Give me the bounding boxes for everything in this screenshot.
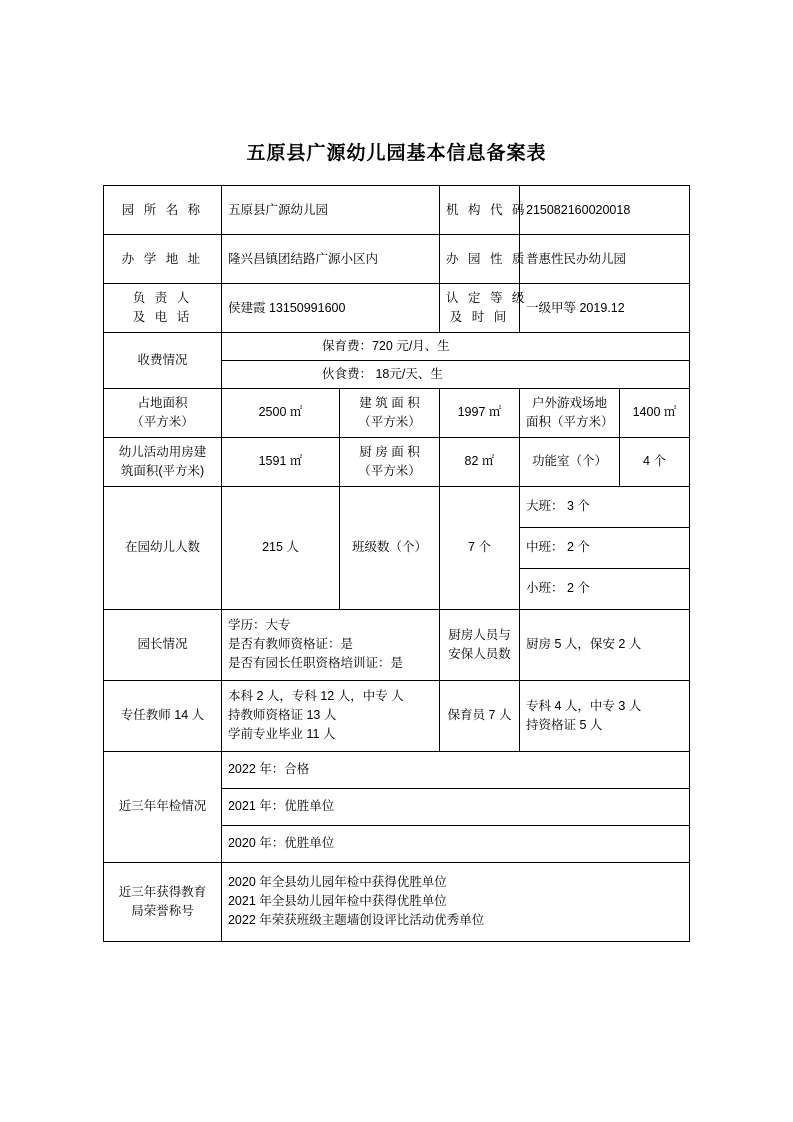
nurse-degrees: 专科 4 人，中专 3 人: [526, 698, 642, 713]
fee-label: 收费情况: [103, 333, 221, 389]
outdoor-label-line2: 面积（平方米）: [526, 414, 614, 429]
nature-value: 普惠性民办幼儿园: [520, 235, 690, 284]
principal-label: [103, 284, 221, 333]
table-row: [103, 862, 689, 941]
land-label: [103, 388, 221, 437]
address-label: 办 学 地 址: [103, 235, 221, 284]
level-label-line1: 认 定 等 级: [446, 291, 528, 306]
inspection-2022: 2022 年：合格: [221, 751, 689, 788]
fee-meal-value: 伙食费： 18元/天、生: [221, 360, 689, 388]
kitchen-label-line2: （平方米）: [358, 463, 421, 478]
honor-info: [221, 862, 689, 941]
code-value: 215082160020018: [520, 186, 690, 235]
children-count-value: 215 人: [221, 486, 339, 609]
table-row: [103, 333, 689, 361]
outdoor-label-line1: 户外游戏场地: [531, 395, 607, 410]
land-label-line1: 占地面积: [137, 395, 188, 410]
outdoor-label: [520, 388, 620, 437]
honor-2020: 2020 年全县幼儿园年检中获得优胜单位: [227, 875, 447, 890]
class-small-value: 小班： 2 个: [520, 568, 690, 609]
inspection-2020: 2020 年：优胜单位: [221, 825, 689, 862]
page-title: 五原县广源幼儿园基本信息备案表: [246, 143, 547, 164]
table-row: [103, 751, 689, 788]
teacher-certificates: 持教师资格证 13 人: [227, 708, 337, 723]
principal-label-line1: 负 责 人: [132, 291, 193, 306]
name-label: 园 所 名 称: [103, 186, 221, 235]
director-teacher-cert: 是否有教师资格证：是: [227, 637, 353, 652]
build-label-line2: （平方米）: [358, 414, 421, 429]
teacher-preschool-major: 学前专业毕业 11 人: [227, 726, 336, 741]
build-label-line1: 建 筑 面 积: [359, 395, 420, 410]
teacher-degrees: 本科 2 人，专科 12 人，中专 人: [227, 689, 404, 704]
address-value: 隆兴昌镇团结路广源小区内: [221, 235, 439, 284]
teacher-info: [221, 680, 439, 751]
function-room-label: 功能室（个）: [520, 437, 620, 486]
kitchen-security-label-line2: 安保人员数: [448, 646, 511, 661]
honor-label-line2: 局荣誉称号: [131, 903, 194, 918]
director-info: [221, 609, 439, 680]
table-row: [103, 486, 689, 527]
table-row: [103, 284, 689, 333]
kitchen-security-value: 厨房 5 人，保安 2 人: [520, 609, 690, 680]
principal-value: 侯建霞 13150991600: [221, 284, 439, 333]
teacher-label: 专任教师 14 人: [103, 680, 221, 751]
class-count-value: 7 个: [440, 486, 520, 609]
table-row: [103, 437, 689, 486]
kitchen-label-line1: 厨 房 面 积: [359, 444, 420, 459]
director-education: 学历：大专: [227, 618, 291, 633]
level-label: [440, 284, 528, 333]
kitchen-label: [339, 437, 439, 486]
level-label-line2: 及 时 间: [449, 310, 510, 324]
kitchen-security-label-line1: 厨房人员与: [448, 627, 511, 642]
build-value: 1997 ㎡: [440, 388, 520, 437]
name-value: 五原县广源幼儿园: [221, 186, 439, 235]
director-training-cert: 是否有园长任职资格培训证：是: [227, 655, 403, 670]
function-room-value: 4 个: [620, 437, 690, 486]
build-label: [339, 388, 439, 437]
code-label: 机 构 代 码: [440, 186, 520, 235]
principal-label-line2: 及 电 话: [132, 310, 193, 324]
outdoor-value: 1400 ㎡: [620, 388, 690, 437]
inspection-label: 近三年年检情况: [103, 751, 221, 862]
class-mid-value: 中班： 2 个: [520, 527, 690, 568]
table-row: [103, 609, 689, 680]
children-count-label: 在园幼儿人数: [103, 486, 221, 609]
honor-label: [103, 862, 221, 941]
nurse-certificates: 持资格证 5 人: [526, 717, 603, 732]
land-value: 2500 ㎡: [221, 388, 339, 437]
level-value: 一级甲等 2019.12: [520, 284, 690, 333]
kitchen-value: 82 ㎡: [440, 437, 520, 486]
honor-2021: 2021 年全县幼儿园年检中获得优胜单位: [227, 894, 447, 909]
land-label-line2: （平方米）: [131, 414, 194, 429]
nature-label: 办 园 性 质: [440, 235, 520, 284]
activity-label: [103, 437, 221, 486]
table-row: [103, 235, 689, 284]
class-count-label: 班级数（个）: [339, 486, 439, 609]
basic-info-table: [103, 185, 690, 942]
class-big-value: 大班： 3 个: [520, 486, 690, 527]
activity-label-line1: 幼儿活动用房建: [118, 444, 207, 459]
kitchen-security-label: [440, 609, 520, 680]
table-row: [103, 388, 689, 437]
honor-label-line1: 近三年获得教育: [118, 884, 207, 899]
inspection-2021: 2021 年：优胜单位: [221, 788, 689, 825]
director-label: 园长情况: [103, 609, 221, 680]
activity-label-line2: 筑面积(平方米): [120, 463, 205, 478]
nurse-label: 保育员 7 人: [440, 680, 520, 751]
honor-2022: 2022 年荣获班级主题墙创设评比活动优秀单位: [227, 912, 485, 927]
table-row: [103, 186, 689, 235]
activity-value: 1591 ㎡: [221, 437, 339, 486]
table-row: [103, 680, 689, 751]
nurse-info: [520, 680, 690, 751]
fee-care-value: 保育费：720 元/月、生: [221, 333, 689, 361]
